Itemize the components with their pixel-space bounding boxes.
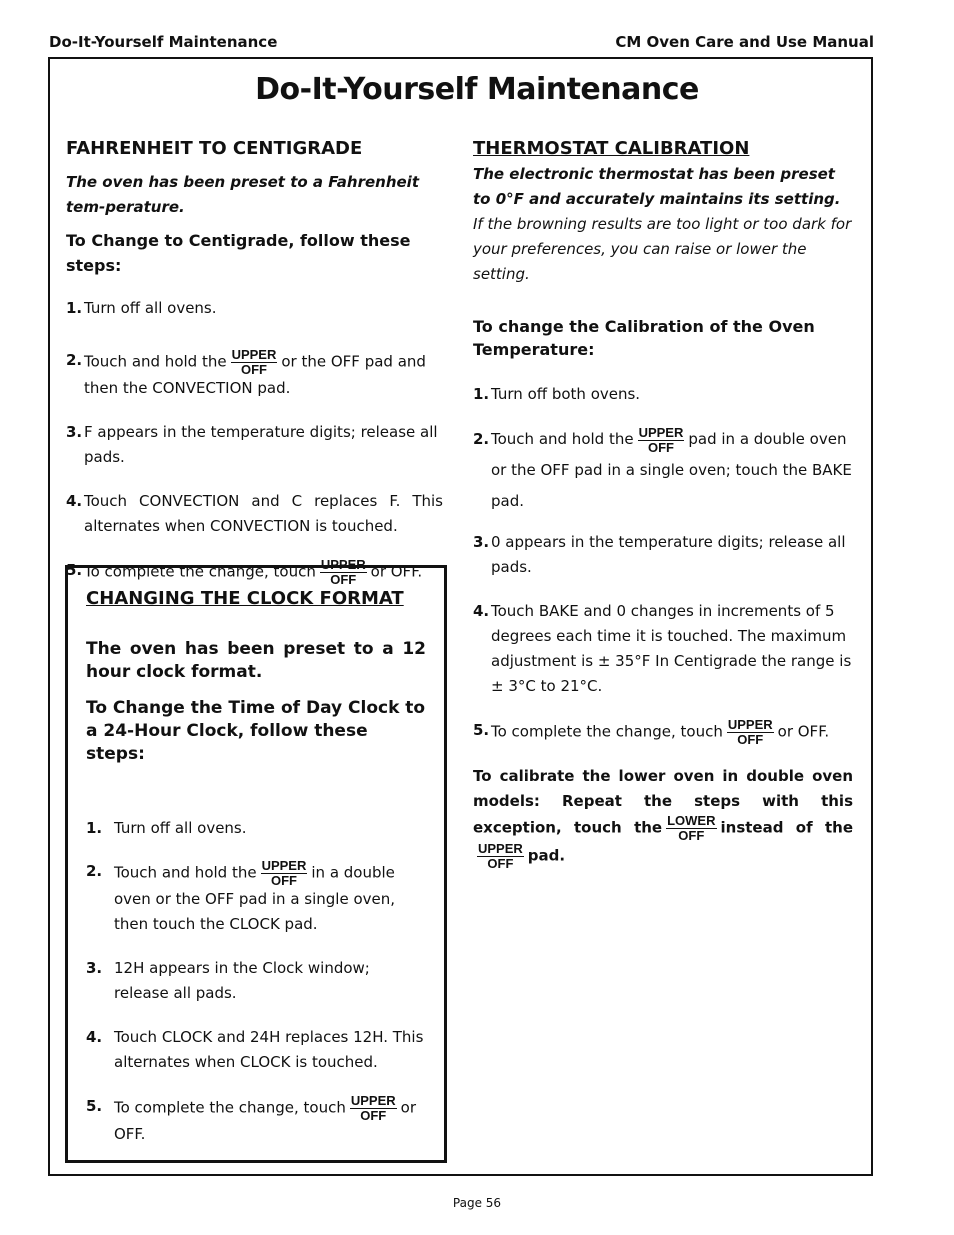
thermostat-step-3: 3. 0 appears in the temperature digits; release all pads. bbox=[473, 533, 846, 576]
clock-step-1: 1. Turn off all ovens. bbox=[86, 819, 247, 837]
upper-off-pad-icon: UPPER OFF bbox=[478, 841, 523, 871]
fahrenheit-step-1: 1. Turn off all ovens. bbox=[66, 299, 217, 317]
page-number: Page 56 bbox=[452, 1196, 502, 1210]
clock-subheading: To Change the Time of Day Clock to a 24-Hour Clock, follow these steps: bbox=[86, 698, 426, 764]
fahrenheit-step-4: 4. Touch CONVECTION and C replaces F. This alternates when CONVECTION is touched. bbox=[66, 492, 443, 535]
upper-off-pad-icon: UPPER OFF bbox=[638, 424, 684, 455]
upper-off-pad-icon: UPPER OFF bbox=[350, 1093, 396, 1123]
fahrenheit-step-2: 2. Touch and hold the UPPER OFF or the OFF pad and then the CONVECTION pad. bbox=[66, 347, 426, 397]
fahrenheit-step-5: 5. To complete the change, touch UPPER OFF or OFF. bbox=[66, 557, 423, 587]
thermostat-lower-oven-note: To calibrate the lower oven in double oven models: Repeat the steps with this exception, touch the LOWER OFF instead of the UPPER OFF pad. bbox=[473, 767, 854, 871]
thermostat-heading: THERMOSTAT CALIBRATION bbox=[473, 138, 750, 159]
fahrenheit-section bbox=[66, 136, 443, 586]
thermostat-step-5: 5. To complete the change, touch UPPER OFF or OFF. bbox=[473, 717, 830, 747]
clock-heading: CHANGING THE CLOCK FORMAT bbox=[86, 588, 404, 609]
lower-off-pad-icon: LOWER OFF bbox=[667, 813, 716, 843]
thermostat-step-1: 1. Turn off both ovens. bbox=[473, 385, 641, 403]
thermostat-step-4: 4. Touch BAKE and 0 changes in increments of 5 degrees each time it is touched. The maximum adjustment is ± 35°F In Centigrade the range is ± 3°C to 21°C. bbox=[473, 602, 852, 695]
upper-off-pad-icon: UPPER OFF bbox=[727, 717, 773, 747]
clock-step-2: 2. Touch and hold the UPPER OFF in a double oven or the OFF pad in a single oven, then touch the CLOCK pad. bbox=[86, 858, 396, 933]
page-title: Do-It-Yourself Maintenance bbox=[255, 72, 699, 107]
upper-off-pad-icon: UPPER OFF bbox=[261, 858, 307, 888]
fahrenheit-step-3: 3. F appears in the temperature digits; release all pads. bbox=[66, 423, 438, 466]
thermostat-step-2: 2. Touch and hold the UPPER OFF pad in a double oven or the OFF pad in a single oven; touch the BAKE pad. bbox=[473, 424, 852, 510]
fahrenheit-intro: The oven has been preset to a Fahrenheit tem-perature. bbox=[66, 173, 419, 216]
fahrenheit-subheading: To Change to Centigrade, follow these steps: bbox=[66, 231, 411, 275]
running-header-left: Do-It-Yourself Maintenance bbox=[49, 33, 278, 51]
clock-step-3: 3. 12H appears in the Clock window; release all pads. bbox=[86, 959, 370, 1002]
clock-step-4: 4. Touch CLOCK and 24H replaces 12H. This alternates when CLOCK is touched. bbox=[86, 1028, 424, 1071]
thermostat-subheading: To change the Calibration of the Oven Temperature: bbox=[473, 317, 815, 359]
fahrenheit-heading: FAHRENHEIT TO CENTIGRADE bbox=[66, 138, 363, 159]
thermostat-section bbox=[473, 136, 853, 870]
upper-off-pad-icon: UPPER OFF bbox=[320, 557, 366, 587]
upper-off-pad-icon: UPPER OFF bbox=[231, 347, 277, 377]
clock-intro: The oven has been preset to a 12 hour clock format. bbox=[86, 639, 426, 682]
thermostat-intro: The electronic thermostat has been preset to 0°F and accurately maintains its setting. If the browning results are too light or too dark for your preferences, you can raise or lower the setting. bbox=[473, 165, 852, 283]
clock-step-5: 5. To complete the change, touch UPPER OFF or OFF. bbox=[86, 1093, 416, 1143]
running-header-right: CM Oven Care and Use Manual bbox=[615, 33, 874, 51]
clock-format-box bbox=[65, 565, 447, 1163]
